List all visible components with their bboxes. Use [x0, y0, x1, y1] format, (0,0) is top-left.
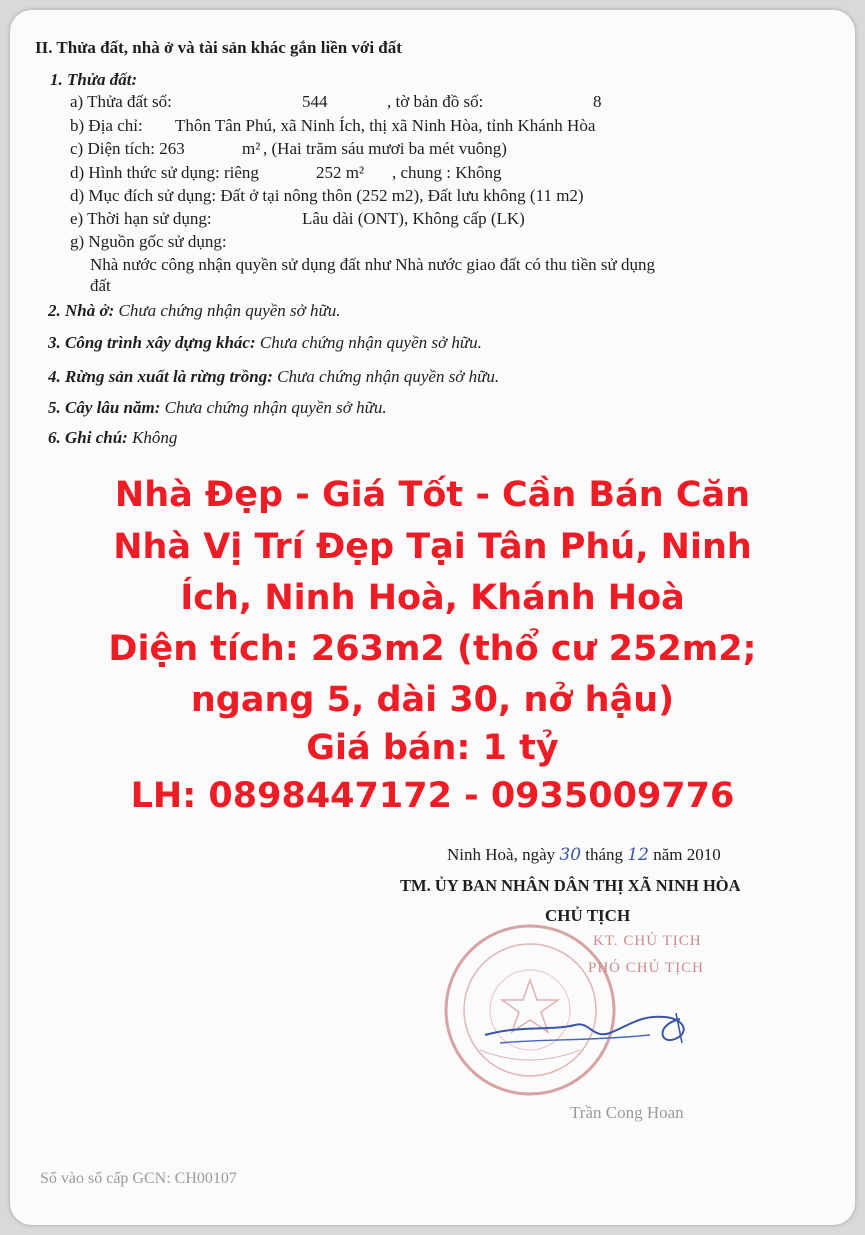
ad-line-2: Nhà Vị Trí Đẹp Tại Tân Phú, Ninh	[113, 527, 752, 567]
item-value: Chưa chứng nhận quyền sở hữu.	[259, 333, 482, 352]
item-value: Chưa chứng nhận quyền sở hữu.	[164, 398, 387, 417]
signature-icon	[480, 995, 720, 1065]
ad-line-7: LH: 0898447172 - 0935009776	[130, 776, 735, 816]
chairman-title: CHỦ TỊCH	[545, 906, 631, 925]
item-value: Chưa chứng nhận quyền sở hữu.	[277, 367, 500, 386]
authority-title: TM. ỦY BAN NHÂN DÂN THỊ XÃ NINH HÒA	[400, 876, 741, 895]
usage-form-label: d) Hình thức sử dụng: riêng	[70, 163, 259, 182]
area-words: , (Hai trăm sáu mươi ba mét vuông)	[263, 139, 507, 158]
item-note	[48, 428, 177, 448]
parcel-label: a) Thửa đất số:	[70, 92, 172, 111]
usage-purpose: d) Mục đích sử dụng: Đất ở tại nông thôn (252 m2), Đất lưu không (11 m2)	[70, 186, 584, 205]
map-sheet-number: 8	[593, 92, 602, 111]
map-sheet-label: , tờ bản đồ số:	[387, 92, 484, 111]
item-label: 2. Nhà ở:	[48, 301, 115, 320]
ad-line-5: ngang 5, dài 30, nở hậu)	[190, 680, 675, 720]
usage-form-private: 252 m²	[316, 163, 365, 182]
date-day: 30	[559, 845, 582, 865]
register-number: Sổ vào sổ cấp GCN: CH00107	[40, 1170, 237, 1187]
usage-term-value: Lâu dài (ONT), Không cấp (LK)	[302, 209, 525, 228]
origin-line-1: Nhà nước công nhận quyền sử dụng đất như Nhà nước giao đất có thu tiền sử dụng	[90, 255, 655, 274]
section-title: II. Thửa đất, nhà ở và tài sản khác gắn liền với đất	[35, 38, 402, 57]
item-construction	[48, 333, 482, 353]
item-label: 5. Cây lâu năm:	[48, 398, 161, 417]
issue-date	[447, 845, 721, 865]
date-prefix: Ninh Hoà, ngày	[447, 845, 556, 864]
item-perennial	[48, 398, 387, 418]
signer-name: Trần Cong Hoan	[570, 1103, 684, 1122]
address-value: Thôn Tân Phú, xã Ninh Ích, thị xã Ninh Hòa, tỉnh Khánh Hòa	[175, 116, 596, 135]
origin-line-2: đất	[90, 276, 111, 295]
land-heading: 1. Thửa đất:	[50, 70, 138, 89]
stamp-deputy: KT. CHỦ TỊCH	[593, 933, 702, 949]
ad-line-1: Nhà Đẹp - Giá Tốt - Cần Bán Căn	[114, 475, 751, 515]
parcel-number: 544	[302, 92, 328, 111]
origin-label: g) Nguồn gốc sử dụng:	[70, 232, 227, 251]
stamp-vice-chairman: PHÓ CHỦ TỊCH	[588, 960, 704, 976]
item-label: 3. Công trình xây dựng khác:	[48, 333, 256, 352]
date-month: 12	[627, 845, 649, 865]
item-label: 4. Rừng sản xuất là rừng trồng:	[48, 367, 273, 386]
item-label: 6. Ghi chú:	[48, 428, 128, 447]
certificate-page	[10, 10, 855, 1225]
date-year: năm 2010	[653, 845, 721, 864]
item-value: Không	[132, 428, 178, 447]
ad-line-6: Giá bán: 1 tỷ	[306, 728, 559, 768]
ad-line-3: Ích, Ninh Hoà, Khánh Hoà	[180, 578, 685, 618]
item-forest	[48, 367, 499, 387]
item-value: Chưa chứng nhận quyền sở hữu.	[118, 301, 341, 320]
address-label: b) Địa chỉ:	[70, 116, 143, 135]
usage-term-label: e) Thời hạn sử dụng:	[70, 209, 212, 228]
item-house	[48, 301, 341, 321]
date-month-label: tháng	[585, 845, 624, 864]
area-unit: m²	[242, 139, 261, 158]
area-label: c) Diện tích: 263	[70, 139, 185, 158]
ad-line-4: Diện tích: 263m2 (thổ cư 252m2;	[108, 629, 757, 669]
usage-form-shared: , chung : Không	[392, 163, 502, 182]
